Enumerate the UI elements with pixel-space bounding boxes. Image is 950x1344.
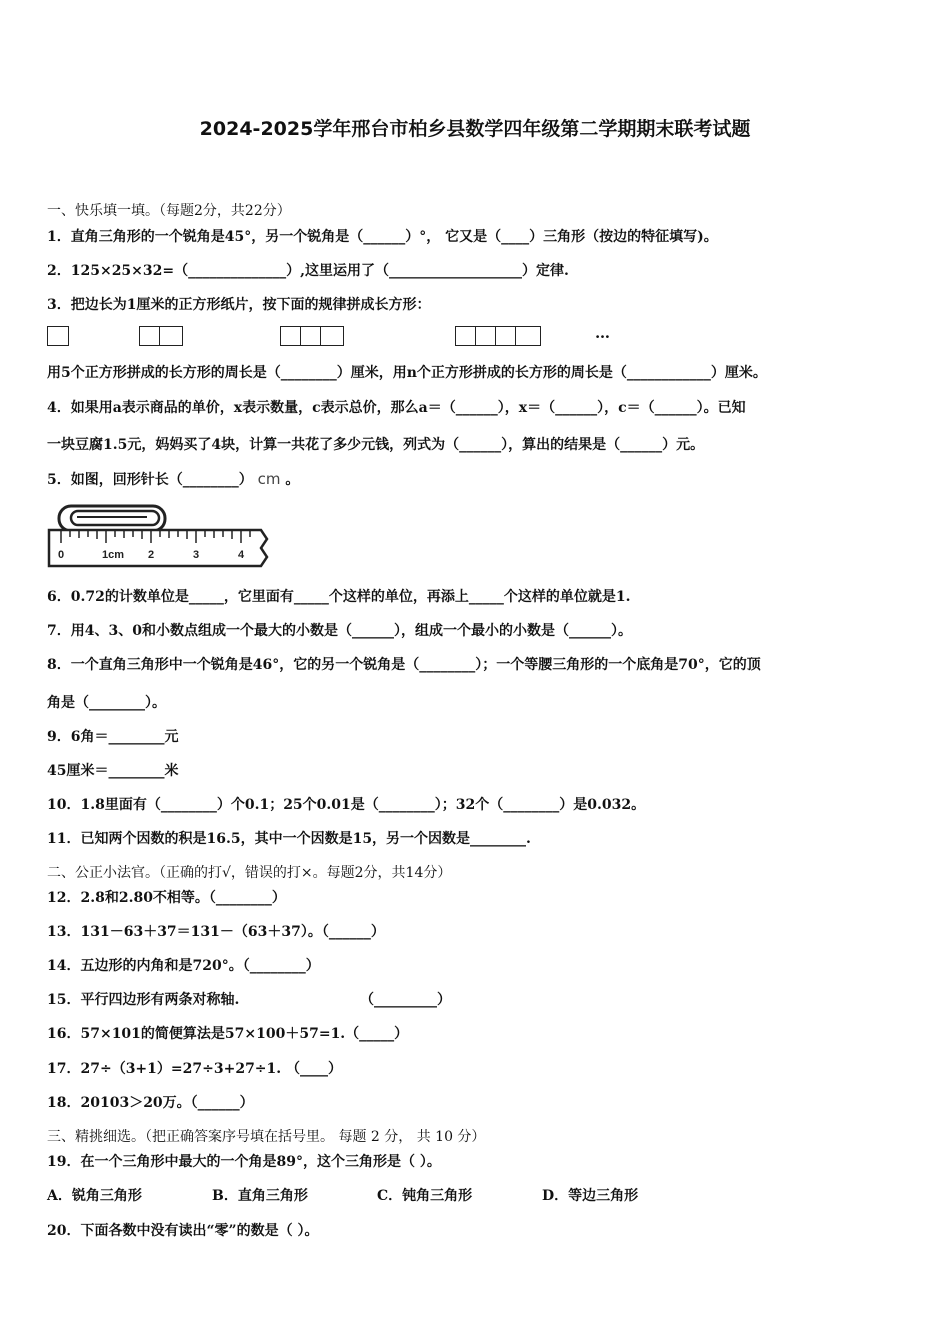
question-18: 18．20103＞20万。（______） [47,1095,254,1111]
question-5-text: 5．如图，回形针长（________） [47,472,253,488]
ruler-label-0: 0 [57,549,65,561]
unit-cm: cm [257,470,281,488]
ruler-label-2: 2 [147,549,155,561]
square-4 [455,326,541,346]
question-7: 7．用4、3、0和小数点组成一个最大的小数是（______），组成一个最小的小数是（______）。 [47,623,632,639]
section-2-heading: 二、公正小法官。（正确的打√，错误的打×。每题2分，共14分） [47,865,452,881]
option-b: B．直角三角形 [212,1188,308,1204]
question-20: 20．下面各数中没有读出“零”的数是（ ）。 [47,1223,319,1239]
question-6: 6．0.72的计数单位是_____，它里面有_____个这样的单位，再添上_____个这样的单位就是1. [47,589,631,605]
question-10: 10．1.8里面有（________）个0.1；25个0.01是（________）；32个（________）是0.032。 [47,797,646,813]
ruler-label-4: 4 [237,549,245,561]
question-5 [47,470,299,489]
option-c: C．钝角三角形 [377,1188,473,1204]
question-8-line-2: 角是（________）。 [47,695,166,711]
question-13: 13．131－63＋37＝131－（63＋37）。（______） [47,924,385,940]
ruler-label-3: 3 [192,549,200,561]
question-3-blanks: 用5个正方形拼成的长方形的周长是（________）厘米，用n个正方形拼成的长方形的周长是（____________）厘米。 [47,365,767,381]
page-title: 2024-2025学年邢台市柏乡县数学四年级第二学期期末联考试题 [199,118,751,140]
question-14: 14．五边形的内角和是720°。（________） [47,958,320,974]
question-3: 3．把边长为1厘米的正方形纸片，按下面的规律拼成长方形： [47,297,431,313]
square-3 [280,326,344,346]
question-17: 17．27÷（3+1）=27÷3+27÷1. （____） [47,1061,343,1077]
option-d: D．等边三角形 [542,1188,639,1204]
question-16: 16．57×101的简便算法是57×100＋57=1.（_____） [47,1026,409,1042]
question-11: 11．已知两个因数的积是16.5，其中一个因数是15，另一个因数是________. [47,831,531,847]
question-9-a: 9．6角＝________元 [47,729,179,745]
square-1 [47,326,69,346]
question-4-line-1: 4．如果用a表示商品的单价，x表示数量，c表示总价，那么a＝（______），x＝（______），c＝（______）。已知 [47,400,746,416]
question-2: 2．125×25×32=（______________）,这里运用了（___________________）定律. [47,263,569,279]
section-3-heading: 三、精挑细选。（把正确答案序号填在括号里。 每题 2 分， 共 10 分） [47,1129,486,1145]
question-4-line-2: 一块豆腐1.5元，妈妈买了4块，计算一共花了多少元钱，列式为（______），算出的结果是（______）元。 [47,437,705,453]
continuation-dots: … [595,324,610,342]
question-8-line-1: 8．一个直角三角形中一个锐角是46°，它的另一个锐角是（________）；一个等腰三角形的一个底角是70°，它的顶 [47,657,761,673]
question-12: 12．2.8和2.80不相等。（________） [47,890,286,906]
question-19: 19．在一个三角形中最大的一个角是89°，这个三角形是（ ）。 [47,1154,441,1170]
question-1: 1．直角三角形的一个锐角是45°，另一个锐角是（______）°， 它又是（____）三角形（按边的特征填写)。 [47,229,718,245]
option-a: A．锐角三角形 [47,1188,142,1204]
question-9-b: 45厘米＝________米 [47,763,179,779]
question-15-blank: （_________） [360,992,451,1008]
square-2 [139,326,183,346]
question-15: 15．平行四边形有两条对称轴. [47,992,240,1008]
ruler-with-paperclip [47,503,277,571]
section-1-heading: 一、快乐填一填。（每题2分，共22分） [47,203,291,219]
paperclip-icon [59,506,165,531]
question-5-end: 。 [285,472,300,488]
ruler-label-1: 1cm [101,549,125,561]
